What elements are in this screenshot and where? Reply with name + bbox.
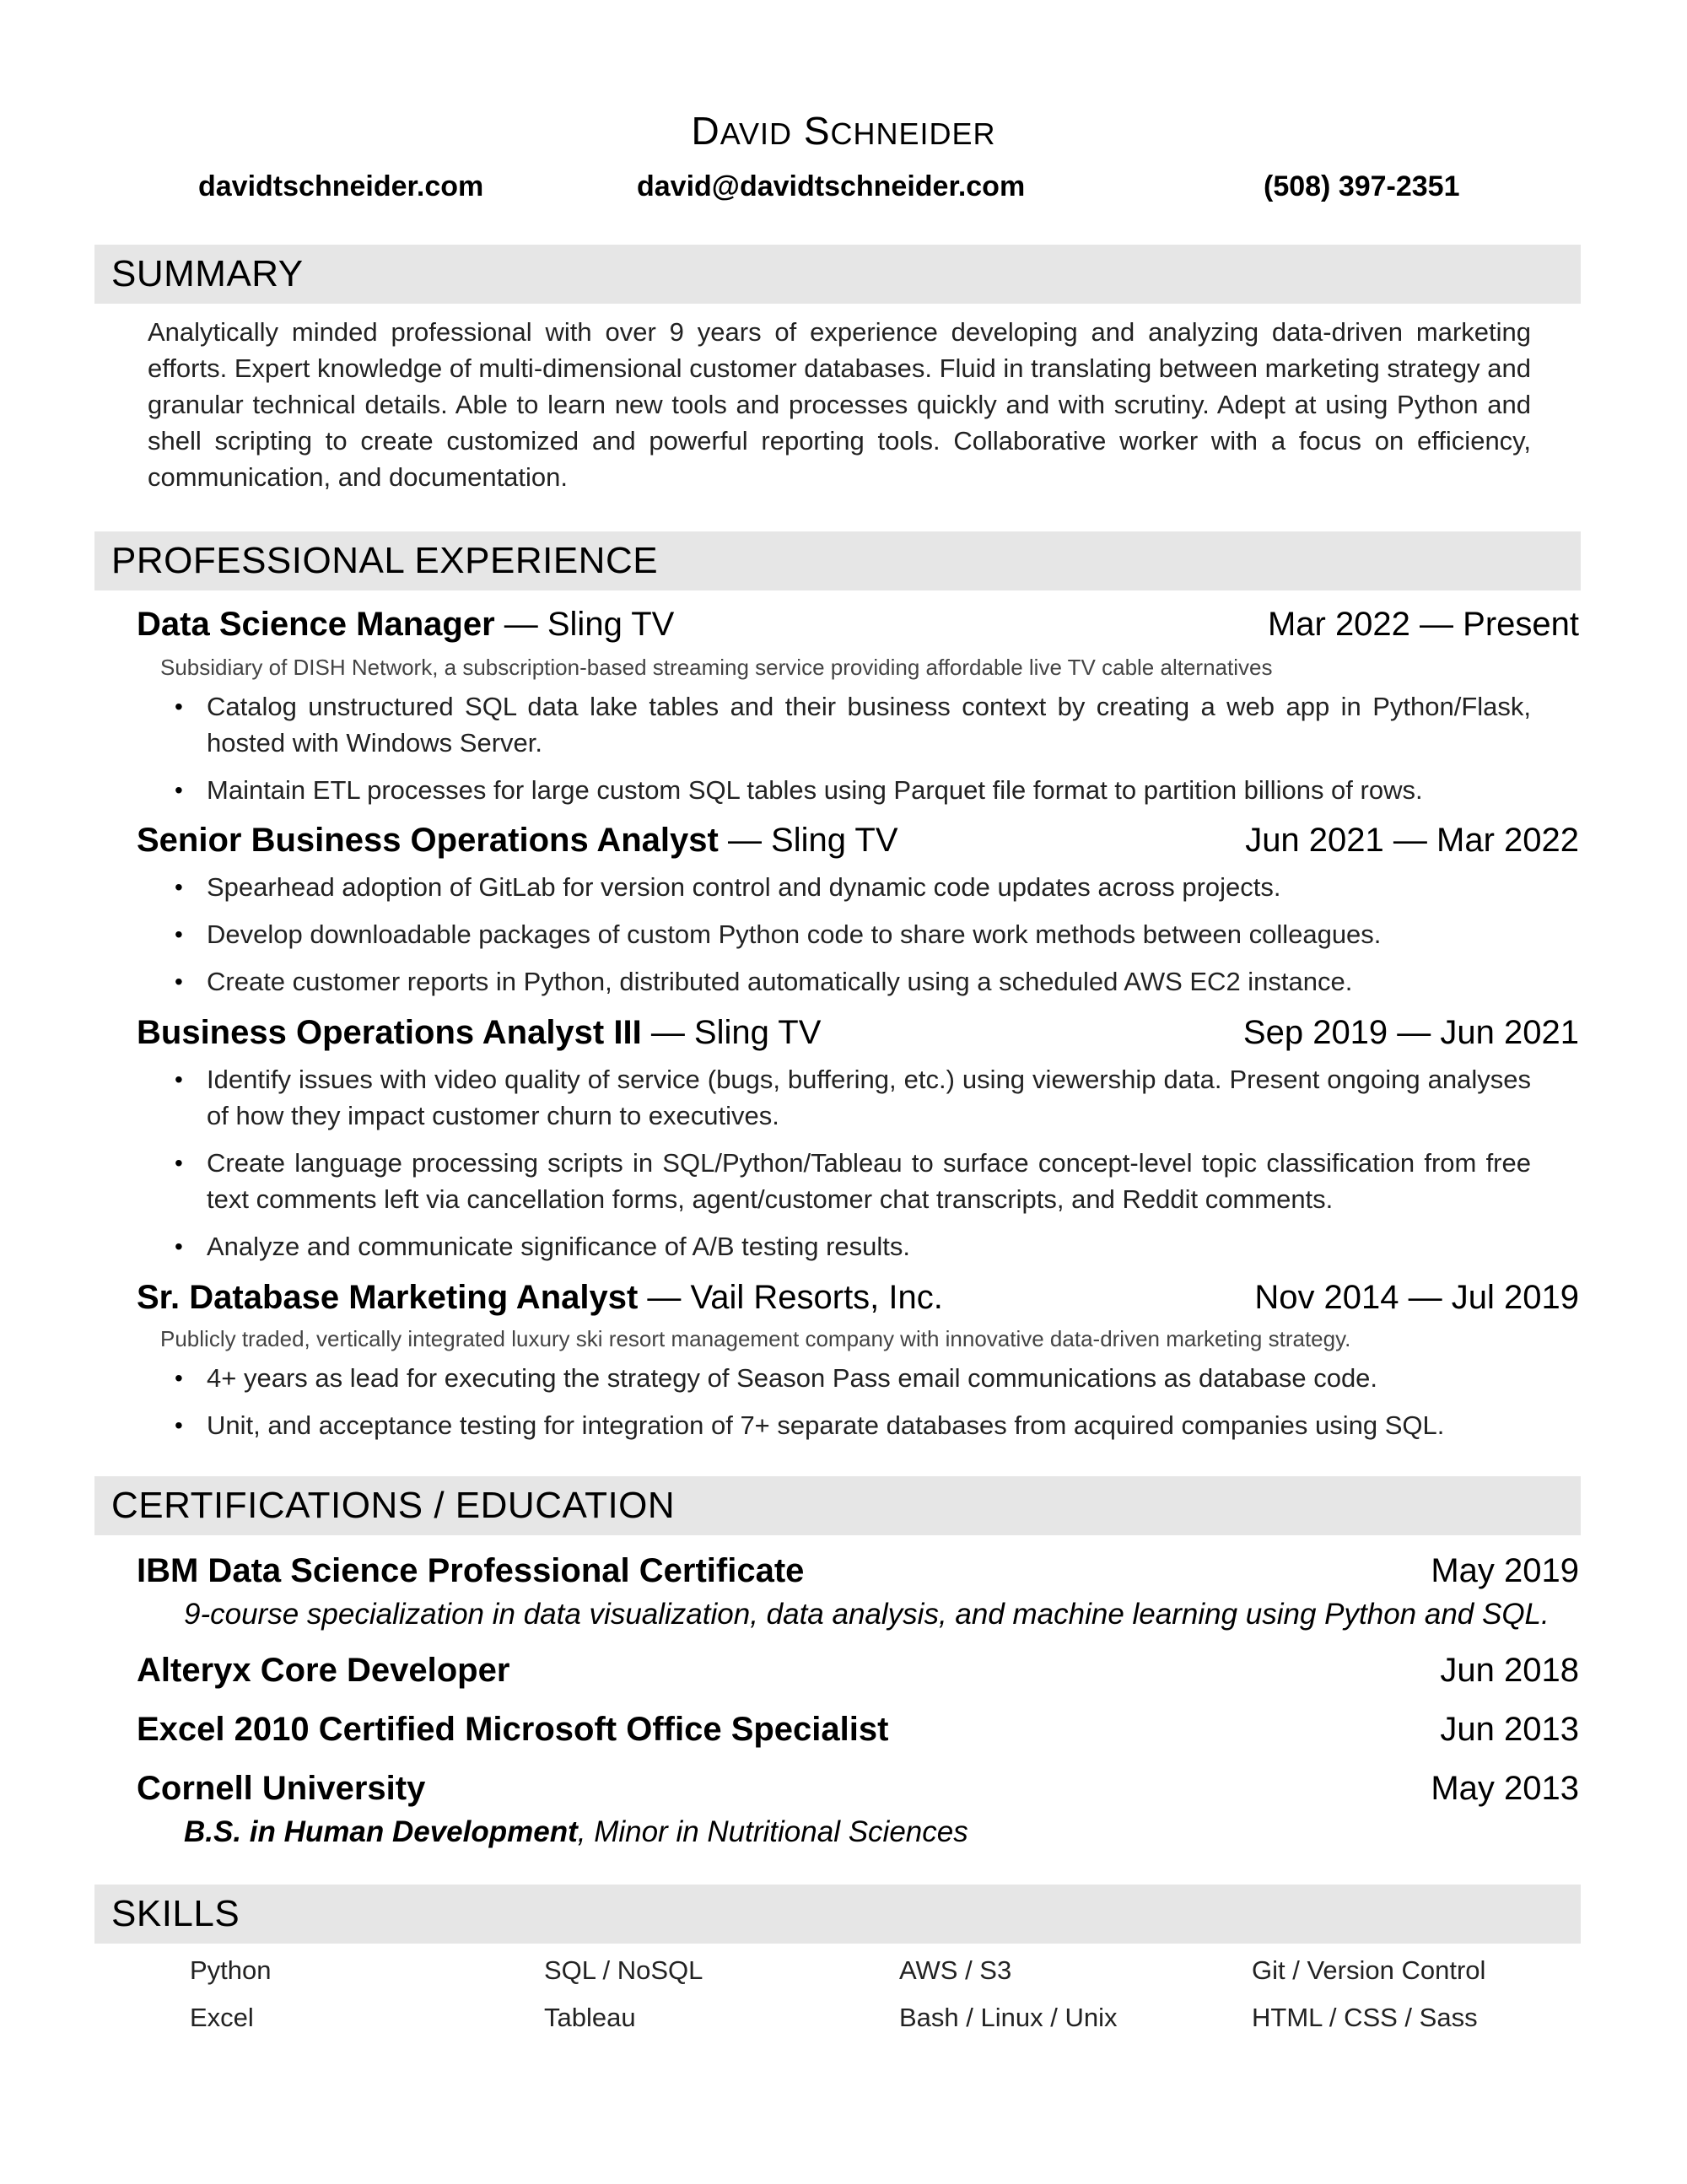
summary-text: Analytically minded professional with over 9 years of experience developing and analyzing data-driven marketing efforts. Expert knowledge of multi-dimensional customer databases. Fluid in translating between marketing strategy and granular technical details. Able to learn new tools and processes quickly and with scrutiny. Adept at using Python and shell scripting to create customized and powerful reporting tools. Collaborative worker with a focus on efficiency, communication, and documentation. xyxy=(148,317,1531,492)
bullet-icon: • xyxy=(175,1150,183,1176)
bullet-icon: • xyxy=(175,921,183,947)
section-skills xyxy=(94,1885,1581,1944)
cert-name: IBM Data Science Professional Certificate xyxy=(137,1552,805,1589)
job-bullets xyxy=(175,1061,1531,1275)
cert-name: Alteryx Core Developer xyxy=(137,1652,510,1689)
cert-date: May 2019 xyxy=(1431,1552,1579,1589)
school-name: Cornell University xyxy=(137,1770,426,1807)
list-item: • Create customer reports in Python, distributed automatically using a scheduled AWS EC2 instance. xyxy=(207,963,1531,1000)
bullet-icon: • xyxy=(175,693,183,720)
cert-entry xyxy=(137,1552,1579,1596)
section-summary xyxy=(94,245,1581,304)
degree-description: B.S. in Human Development, Minor in Nutritional Sciences xyxy=(184,1815,968,1848)
job-header xyxy=(137,1279,1579,1323)
skill-item: Git / Version Control xyxy=(1252,1955,1486,1985)
list-item: • Maintain ETL processes for large custom SQL tables using Parquet file format to partition billions of rows. xyxy=(207,772,1531,808)
job-dates: Sep 2019 — Jun 2021 xyxy=(1242,1014,1579,1051)
section-certifications xyxy=(94,1476,1581,1535)
cert-entry xyxy=(137,1652,1579,1696)
list-item: • Catalog unstructured SQL data lake tables and their business context by creating a web app in Python/Flask, hosted with Windows Server. xyxy=(207,688,1531,761)
list-item: • 4+ years as lead for executing the strategy of Season Pass email communications as database code. xyxy=(207,1360,1531,1396)
list-item: • Unit, and acceptance testing for integration of 7+ separate databases from acquired companies using SQL. xyxy=(207,1407,1531,1443)
list-item: • Spearhead adoption of GitLab for version control and dynamic code updates across projects. xyxy=(207,869,1531,905)
job-header xyxy=(137,606,1579,650)
bullet-icon: • xyxy=(175,1233,183,1259)
job-header xyxy=(137,1014,1579,1058)
list-item: • Create language processing scripts in SQL/Python/Tableau to surface concept-level topic classification from free text comments left via cancellation forms, agent/customer chat transcripts, and Reddit comments. xyxy=(207,1145,1531,1217)
job-bullets xyxy=(175,1360,1531,1454)
job-title: Senior Business Operations Analyst — Sling TV xyxy=(137,822,898,859)
bullet-icon: • xyxy=(175,777,183,803)
bullet-icon: • xyxy=(175,874,183,900)
bullet-icon: • xyxy=(175,1066,183,1092)
skill-item: HTML / CSS / Sass xyxy=(1252,2003,1478,2032)
cert-date: Jun 2013 xyxy=(1440,1711,1579,1748)
job-title: Data Science Manager — Sling TV xyxy=(137,606,675,643)
job-dates: Mar 2022 — Present xyxy=(1267,606,1579,643)
section-title: SKILLS xyxy=(111,1893,240,1934)
job-dates: Jun 2021 — Mar 2022 xyxy=(1245,822,1579,859)
cert-entry xyxy=(137,1711,1579,1755)
cert-name: Excel 2010 Certified Microsoft Office Specialist xyxy=(137,1711,889,1748)
bullet-icon: • xyxy=(175,1412,183,1438)
job-company-description: Subsidiary of DISH Network, a subscription-based streaming service providing affordable live TV cable alternatives xyxy=(160,655,1273,680)
section-title: PROFESSIONAL EXPERIENCE xyxy=(111,540,659,581)
skill-item: Tableau xyxy=(544,2003,636,2032)
section-title: CERTIFICATIONS / EDUCATION xyxy=(111,1485,676,1526)
job-dates: Nov 2014 — Jul 2019 xyxy=(1254,1279,1579,1316)
list-item: • Develop downloadable packages of custom Python code to share work methods between colleagues. xyxy=(207,916,1531,952)
job-title: Business Operations Analyst III — Sling TV xyxy=(137,1014,822,1051)
bullet-icon: • xyxy=(175,1365,183,1391)
job-header xyxy=(137,822,1579,866)
skill-item: Python xyxy=(190,1955,272,1985)
cert-description: 9-course specialization in data visualization, data analysis, and machine learning using Python and SQL. xyxy=(184,1598,1550,1631)
resume-name: DAVID SCHNEIDER xyxy=(691,109,996,153)
job-title: Sr. Database Marketing Analyst — Vail Resorts, Inc. xyxy=(137,1279,943,1316)
job-bullets xyxy=(175,869,1531,1011)
job-bullets xyxy=(175,688,1531,819)
list-item: • Analyze and communicate significance of A/B testing results. xyxy=(207,1228,1531,1265)
skill-item: AWS / S3 xyxy=(899,1955,1012,1985)
skill-item: SQL / NoSQL xyxy=(544,1955,703,1985)
phone-number[interactable]: (508) 397-2351 xyxy=(1264,170,1460,202)
skill-item: Excel xyxy=(190,2003,254,2032)
section-title: SUMMARY xyxy=(111,253,304,294)
graduation-date: May 2013 xyxy=(1431,1770,1579,1807)
section-experience xyxy=(94,531,1581,590)
bullet-icon: • xyxy=(175,968,183,995)
list-item: • Identify issues with video quality of service (bugs, buffering, etc.) using viewership data. Present ongoing analyses of how they impact customer churn to executives. xyxy=(207,1061,1531,1134)
cert-date: Jun 2018 xyxy=(1440,1652,1579,1689)
contact-row xyxy=(0,170,1687,208)
job-company-description: Publicly traded, vertically integrated luxury ski resort management company with innovative data-driven marketing strategy. xyxy=(160,1326,1351,1351)
email-link[interactable]: david@davidtschneider.com xyxy=(637,170,1026,202)
skill-item: Bash / Linux / Unix xyxy=(899,2003,1118,2032)
website-link[interactable]: davidtschneider.com xyxy=(198,170,484,202)
education-entry xyxy=(137,1770,1579,1814)
